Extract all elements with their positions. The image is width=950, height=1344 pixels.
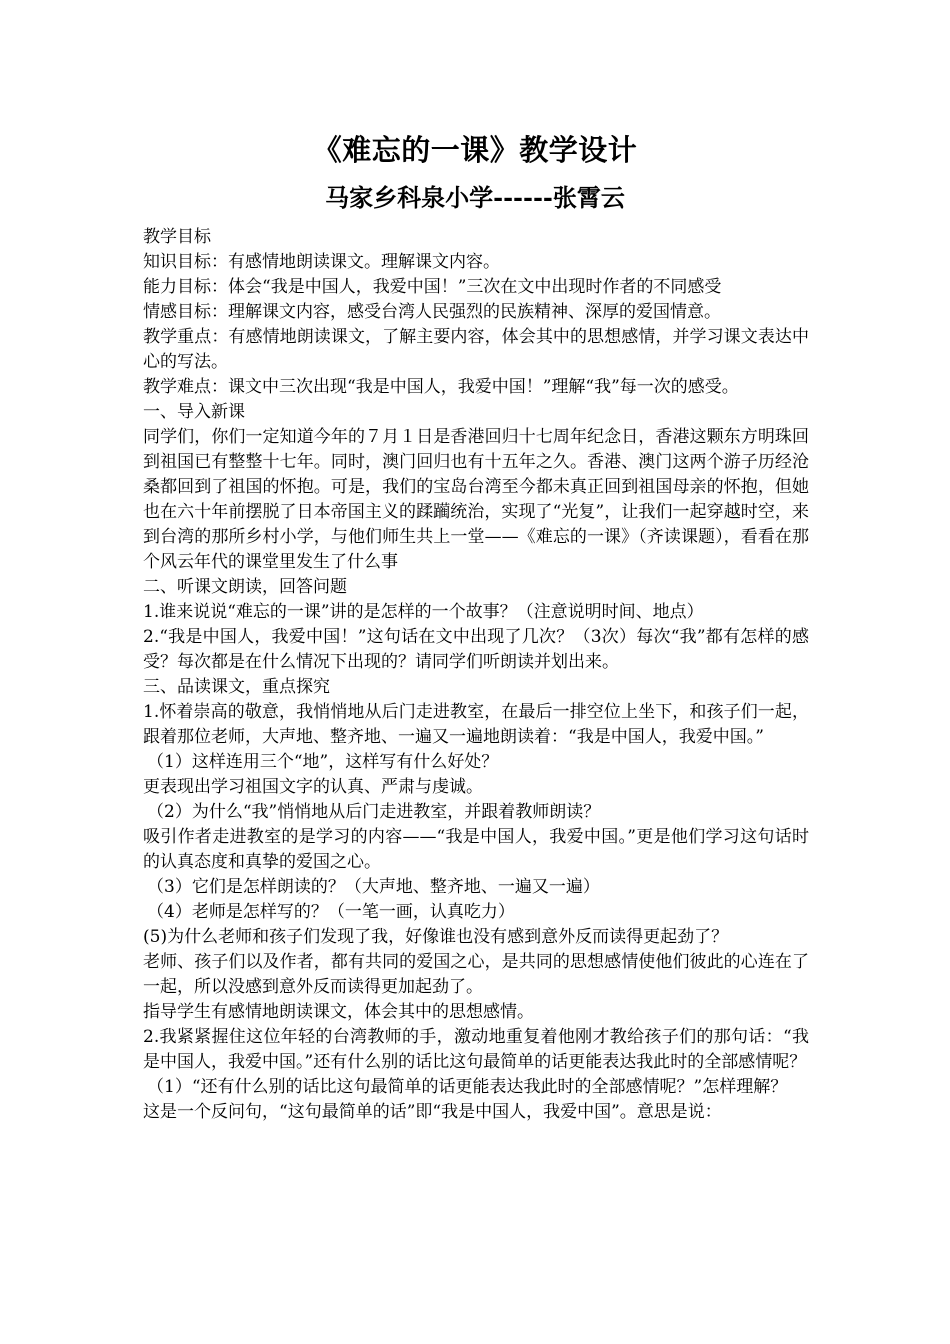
document-title: 《难忘的一课》教学设计 bbox=[312, 133, 638, 167]
paragraph: 教学难点：课文中三次出现“我是中国人，我爱中国！”理解“我”每一次的感受。 bbox=[143, 377, 739, 397]
document-subtitle: 马家乡科泉小学------张霄云 bbox=[325, 183, 625, 212]
paragraph: 老师、孩子们以及作者，都有共同的爱国之心，是共同的思想感情使他们彼此的心连在了一起，所以没感到意外反而读得更加起劲了。 bbox=[143, 952, 809, 997]
paragraph: 更表现出学习祖国文字的认真、严肃与虔诚。 bbox=[143, 777, 483, 797]
section-heading: 二、听课文朗读，回答问题 bbox=[143, 577, 347, 597]
paragraph: 情感目标：理解课文内容，感受台湾人民强烈的民族精神、深厚的爱国情意。 bbox=[143, 302, 721, 322]
paragraph: 1.怀着崇高的敬意，我悄悄地从后门走进教室，在最后一排空位上坐下，和孩子们一起，跟着那位老师，大声地、整齐地、一遍又一遍地朗读着：“我是中国人，我爱中国。” bbox=[143, 702, 809, 747]
paragraph: 教学重点：有感情地朗读课文，了解主要内容，体会其中的思想感情，并学习课文表达中心的写法。 bbox=[143, 327, 809, 372]
section-heading: 三、品读课文，重点探究 bbox=[143, 677, 330, 697]
paragraph: 知识目标：有感情地朗读课文。理解课文内容。 bbox=[143, 252, 500, 272]
paragraph: 这是一个反问句，“这句最简单的话”即“我是中国人，我爱中国”。意思是说： bbox=[143, 1102, 722, 1122]
paragraph: 同学们，你们一定知道今年的７月１日是香港回归十七周年纪念日，香港这颗东方明珠回到祖国已有整整十七年。同时，澳门回归也有十五年之久。香港、澳门这两个游子历经沧桑都回到了祖国的怀抱。可是，我们的宝岛台湾至今都未真正回到祖国母亲的怀抱，但她也在六十年前摆脱了日本帝国主义的蹂躏统治，实现了“光复”，让我们一起穿越时空，来到台湾的那所乡村小学，与他们师生共上一堂——《难忘的一课》（齐读课题），看看在那个风云年代的课堂里发生了什么事 bbox=[143, 427, 809, 572]
paragraph: 教学目标 bbox=[143, 227, 211, 247]
paragraph: 吸引作者走进教室的是学习的内容——“我是中国人，我爱中国。”更是他们学习这句话时的认真态度和真挚的爱国之心。 bbox=[143, 827, 809, 872]
paragraph: （2）为什么“我”悄悄地从后门走进教室，并跟着教师朗读？ bbox=[147, 802, 601, 822]
paragraph: 2.“我是中国人，我爱中国！”这句话在文中出现了几次？（3次）每次“我”都有怎样的感受？每次都是在什么情况下出现的？请同学们听朗读并划出来。 bbox=[143, 627, 809, 672]
paragraph: 1.谁来说说“难忘的一课”讲的是怎样的一个故事？（注意说明时间、地点） bbox=[143, 602, 704, 622]
paragraph: （3）它们是怎样朗读的？（大声地、整齐地、一遍又一遍） bbox=[147, 877, 600, 897]
paragraph: (5)为什么老师和孩子们发现了我，好像谁也没有感到意外反而读得更起劲了？ bbox=[143, 927, 729, 947]
paragraph: 能力目标：体会“我是中国人，我爱中国！”三次在文中出现时作者的不同感受 bbox=[143, 277, 722, 297]
paragraph: 2.我紧紧握住这位年轻的台湾教师的手，激动地重复着他刚才教给孩子们的那句话：“我是中国人，我爱中国。”还有什么别的话比这句最简单的话更能表达我此时的全部感情呢？ bbox=[143, 1027, 809, 1072]
paragraph: （4）老师是怎样写的？（一笔一画，认真吃力） bbox=[147, 902, 515, 922]
section-heading: 一、导入新课 bbox=[143, 402, 245, 422]
document-body bbox=[143, 225, 809, 1125]
paragraph: （1）“还有什么别的话比这句最简单的话更能表达我此时的全部感情呢？”怎样理解？ bbox=[147, 1077, 788, 1097]
paragraph: 指导学生有感情地朗读课文，体会其中的思想感情。 bbox=[143, 1002, 534, 1022]
paragraph: （1）这样连用三个“地”，这样写有什么好处？ bbox=[147, 752, 499, 772]
